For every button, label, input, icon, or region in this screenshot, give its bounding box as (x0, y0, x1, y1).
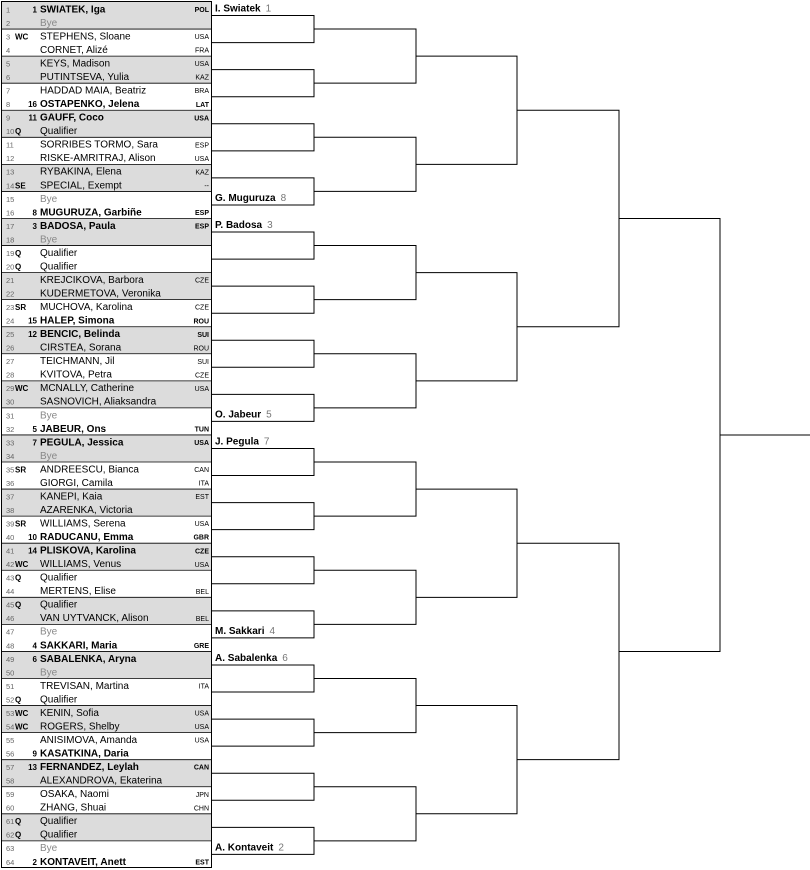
round2-seed: 3 (267, 220, 273, 232)
bracket-connector (211, 124, 314, 151)
draw-position: 51 (6, 681, 15, 691)
nationality-code: USA (194, 710, 209, 718)
draw-row (6, 735, 209, 746)
nationality-code: USA (194, 440, 209, 448)
round2-seed: 5 (266, 409, 272, 421)
player-name: SWIATEK, Iga (40, 4, 106, 16)
player-name: Bye (40, 193, 58, 205)
draw-row (6, 478, 209, 489)
bracket-lines (211, 16, 810, 855)
nationality-code: TUN (194, 426, 209, 434)
round2-entry (215, 626, 275, 637)
round2-entry (215, 409, 272, 420)
draw-position: 10 (6, 127, 15, 137)
nationality-code: ESP (194, 210, 209, 218)
nationality-code: ESP (194, 142, 209, 150)
seed-label: 1 (32, 5, 37, 15)
round2-seed: 2 (278, 842, 284, 854)
player-name: MERTENS, Elise (40, 586, 116, 598)
draw-row (6, 207, 209, 218)
nationality-code: EST (195, 494, 209, 502)
player-name: ZHANG, Shuai (40, 802, 107, 814)
draw-row (6, 519, 209, 530)
nationality-code: USA (194, 155, 209, 163)
nationality-code: CZE (195, 548, 209, 556)
draw-row (6, 789, 209, 800)
player-name: ROGERS, Shelby (40, 721, 120, 733)
nationality-code: KAZ (195, 74, 209, 82)
draw-position: 17 (6, 221, 15, 231)
player-name: GIORGI, Camila (40, 477, 113, 489)
bracket-connector (211, 448, 314, 475)
draw-position: 9 (6, 113, 11, 123)
nationality-code: CAN (194, 467, 209, 475)
player-name: SPECIAL, Exempt (40, 180, 122, 192)
bracket-connector (416, 489, 517, 597)
draw-row (6, 248, 78, 259)
draw-position: 63 (6, 844, 15, 854)
player-name: GAUFF, Coco (40, 112, 104, 124)
player-name: HADDAD MAIA, Beatriz (40, 85, 147, 97)
seed-label: WC (15, 708, 29, 718)
draw-position: 41 (6, 546, 15, 556)
round2-seed: 1 (265, 3, 272, 15)
nationality-code: CAN (193, 764, 209, 772)
draw-row (6, 694, 78, 705)
bracket-connector (314, 570, 416, 624)
bracket-connector (619, 218, 720, 651)
draw-position: 4 (6, 45, 11, 55)
draw-row (6, 153, 209, 164)
player-name: PUTINTSEVA, Yulia (40, 72, 130, 84)
player-name: SASNOVICH, Aliaksandra (40, 396, 157, 408)
draw-position: 18 (6, 235, 15, 245)
draw-position: 32 (6, 424, 15, 434)
round2-player: M. Sakkari (215, 625, 265, 637)
draw-position: 40 (6, 533, 15, 543)
draw-row (6, 424, 209, 435)
nationality-code: CHN (193, 805, 209, 813)
draw-position: 43 (6, 573, 15, 583)
draw-position: 24 (6, 316, 15, 326)
player-name: VAN UYTVANCK, Alison (40, 613, 149, 625)
player-name: SORRIBES TORMO, Sara (40, 139, 158, 151)
draw-row (6, 586, 209, 597)
player-name: SABALENKA, Aryna (40, 653, 137, 665)
seed-label: 9 (32, 749, 37, 759)
draw-position: 47 (6, 627, 15, 637)
seed-label: 2 (32, 857, 37, 867)
draw-position: 54 (6, 722, 15, 732)
player-name: OSTAPENKO, Jelena (40, 99, 140, 111)
player-name: WILLIAMS, Venus (40, 559, 122, 571)
nationality-code: ROU (193, 345, 209, 353)
draw-row (6, 830, 78, 841)
seed-label: 6 (32, 654, 37, 664)
draw-row (6, 627, 58, 638)
draw-row (6, 816, 78, 827)
draw-position: 60 (6, 803, 15, 813)
draw-position: 31 (6, 411, 15, 421)
player-name: Qualifier (40, 694, 78, 706)
round2-seed: 8 (280, 192, 287, 204)
bracket-connector (517, 110, 619, 326)
round2-player: I. Swiatek (215, 3, 261, 15)
draw-position: 45 (6, 600, 15, 610)
bracket-connector (314, 787, 416, 841)
nationality-code: USA (194, 385, 209, 393)
seed-label: SR (15, 303, 27, 313)
draw-position: 12 (6, 154, 15, 164)
draw-row (6, 749, 129, 760)
round2-player: J. Pegula (215, 436, 259, 448)
draw-row (6, 99, 210, 110)
nationality-code: -- (204, 182, 209, 190)
player-name: BADOSA, Paula (40, 220, 116, 232)
player-name: Bye (40, 234, 58, 246)
seed-label: Q (15, 262, 22, 272)
player-name: HALEP, Simona (40, 315, 115, 327)
draw-position: 15 (6, 194, 15, 204)
draw-row (6, 640, 209, 651)
nationality-code: USA (194, 561, 209, 569)
round2-entry (215, 220, 273, 231)
bracket-connector (517, 543, 619, 759)
round2-entry (215, 193, 287, 204)
draw-row (6, 126, 78, 137)
seed-label: SR (15, 465, 27, 475)
nationality-code: BEL (195, 615, 209, 623)
seed-label: Q (15, 600, 22, 610)
bracket-connector (211, 232, 314, 259)
draw-row (6, 140, 209, 151)
bracket-connector (211, 16, 314, 43)
nationality-code: GRE (193, 642, 209, 650)
player-name: ANDREESCU, Bianca (40, 464, 139, 476)
draw-row (6, 302, 209, 313)
draw-position: 29 (6, 384, 15, 394)
nationality-code: SUI (197, 331, 209, 339)
player-name: Qualifier (40, 261, 78, 273)
draw-position: 16 (6, 208, 15, 218)
draw-position: 56 (6, 749, 15, 759)
player-name: Qualifier (40, 247, 78, 259)
nationality-code: KAZ (195, 169, 209, 177)
nationality-code: CZE (195, 277, 209, 285)
seed-label: 3 (32, 221, 37, 231)
player-name: ANISIMOVA, Amanda (40, 734, 138, 746)
seed-label: WC (15, 722, 29, 732)
seed-label: 16 (28, 100, 37, 110)
player-name: PLISKOVA, Karolina (40, 545, 136, 557)
draw-row (6, 857, 210, 868)
draw-position: 33 (6, 438, 15, 448)
draw-position: 26 (6, 343, 15, 353)
player-name: STEPHENS, Sloane (40, 31, 131, 43)
round2-labels (215, 4, 288, 854)
round2-player: O. Jabeur (215, 409, 262, 421)
player-name: Bye (40, 17, 58, 29)
player-name: Bye (40, 667, 58, 679)
player-name: CIRSTEA, Sorana (40, 342, 122, 354)
draw-position: 27 (6, 357, 15, 367)
draw-row (6, 573, 78, 584)
bracket-connector (211, 340, 314, 367)
seed-label: Q (15, 695, 22, 705)
bracket-connector (211, 70, 314, 97)
player-name: KEYS, Madison (40, 58, 111, 70)
player-name: JABEUR, Ons (40, 423, 107, 435)
bracket-connector (314, 679, 416, 733)
draw-row (6, 370, 209, 381)
player-name: TEICHMANN, Jil (40, 356, 115, 368)
player-name: AZARENKA, Victoria (40, 504, 133, 516)
seed-label: 8 (32, 208, 37, 218)
draw-position: 64 (6, 857, 15, 867)
bracket-connector (416, 273, 517, 381)
draw-position: 14 (6, 181, 15, 191)
round2-player: G. Muguruza (215, 192, 276, 204)
round2-seed: 7 (263, 436, 270, 448)
draw-position: 5 (6, 59, 11, 69)
seed-label: WC (15, 560, 29, 570)
bracket-connector (314, 462, 416, 516)
round2-entry (215, 436, 270, 447)
draw-row (6, 316, 209, 327)
seed-label: 14 (28, 546, 37, 556)
draw-position: 23 (6, 303, 15, 313)
nationality-code: JPN (195, 791, 209, 799)
bracket-connector (211, 773, 314, 800)
nationality-code: USA (194, 737, 209, 745)
player-name: RADUCANU, Emma (40, 532, 134, 544)
round2-entry (215, 653, 288, 664)
draw-position: 2 (6, 18, 11, 28)
bracket-connector (314, 354, 416, 408)
draw-row (6, 261, 78, 272)
draw-position: 57 (6, 763, 15, 773)
draw-row (6, 31, 209, 42)
draw-position: 46 (6, 614, 15, 624)
player-name: WILLIAMS, Serena (40, 518, 126, 530)
draw-position: 44 (6, 587, 15, 597)
player-name: Bye (40, 626, 58, 638)
draw-position: 36 (6, 478, 15, 488)
seed-label: Q (15, 573, 22, 583)
player-name: Bye (40, 410, 58, 422)
draw-row (6, 803, 209, 814)
draw-row (6, 681, 209, 692)
nationality-code: USA (194, 521, 209, 529)
seed-label: 5 (32, 424, 37, 434)
nationality-code: ITA (198, 683, 209, 691)
bracket-connector (314, 137, 416, 191)
draw-row (6, 356, 209, 367)
nationality-code: EST (195, 859, 209, 867)
player-name: OSAKA, Naomi (40, 789, 109, 801)
pair-shade (2, 814, 211, 841)
player-name: Bye (40, 450, 58, 462)
player-name: MUGURUZA, Garbiñe (40, 207, 142, 219)
round2-player: A. Sabalenka (215, 652, 278, 664)
player-name: SAKKARI, Maria (40, 640, 118, 652)
bracket-connector (211, 665, 314, 692)
player-name: KUDERMETOVA, Veronika (40, 288, 161, 300)
player-name: KONTAVEIT, Anett (40, 856, 126, 868)
player-name: KENIN, Sofia (40, 707, 99, 719)
player-name: KANEPI, Kaia (40, 491, 103, 503)
round2-player: A. Kontaveit (215, 842, 274, 854)
round2-seed: 4 (269, 625, 276, 637)
nationality-code: FRA (195, 47, 209, 55)
seed-label: Q (15, 817, 22, 827)
draw-position: 59 (6, 790, 15, 800)
round2-seed: 6 (282, 652, 288, 664)
nationality-code: BEL (195, 588, 209, 596)
seed-label: 12 (28, 330, 37, 340)
draw-position: 20 (6, 262, 15, 272)
seed-label: SR (15, 519, 27, 529)
draw-position: 30 (6, 397, 15, 407)
nationality-code: CZE (195, 372, 209, 380)
draw-row (6, 194, 58, 205)
draw-position: 39 (6, 519, 15, 529)
seed-label: 15 (28, 316, 37, 326)
round2-entry (215, 4, 272, 15)
draw-position: 7 (6, 86, 11, 96)
player-name: Qualifier (40, 126, 78, 138)
player-name: MCNALLY, Catherine (40, 383, 135, 395)
nationality-code: ITA (198, 480, 209, 488)
bracket-connector (211, 719, 314, 746)
draw-position: 8 (6, 100, 11, 110)
draw-position: 11 (6, 140, 14, 150)
draw-position: 38 (6, 505, 15, 515)
player-name: KREJCIKOVA, Barbora (40, 274, 144, 286)
nationality-code: BRA (194, 88, 209, 96)
bracket-connector (211, 557, 314, 584)
player-name: KASATKINA, Daria (40, 748, 129, 760)
bracket-connector (211, 286, 314, 313)
player-name: PEGULA, Jessica (40, 437, 124, 449)
player-name: Qualifier (40, 829, 78, 841)
nationality-code: SUI (197, 358, 209, 366)
nationality-code: USA (194, 34, 209, 42)
draw-position: 58 (6, 776, 15, 786)
draw-position: 6 (6, 73, 11, 83)
draw-position: 53 (6, 708, 15, 718)
draw-position: 3 (6, 32, 11, 42)
draw-position: 42 (6, 560, 15, 570)
player-name: MUCHOVA, Karolina (40, 302, 133, 314)
round2-player: P. Badosa (215, 220, 263, 232)
pair-shading-layer (2, 2, 211, 841)
draw-position: 49 (6, 654, 15, 664)
bracket-connector (416, 706, 517, 814)
seed-label: 13 (28, 763, 37, 773)
nationality-code: USA (194, 61, 209, 69)
draw-row (6, 532, 209, 543)
seed-label: WC (15, 384, 29, 394)
player-name: ALEXANDROVA, Ekaterina (40, 775, 163, 787)
draw-row (6, 45, 209, 56)
seed-label: Q (15, 248, 22, 258)
player-name: KVITOVA, Petra (40, 369, 112, 381)
draw-position: 55 (6, 735, 15, 745)
player-name: RYBAKINA, Elena (40, 166, 122, 178)
nationality-code: GBR (193, 534, 209, 542)
seed-label: Q (15, 127, 22, 137)
player-name: Qualifier (40, 816, 78, 828)
draw-position: 22 (6, 289, 15, 299)
nationality-code: CZE (195, 304, 209, 312)
seed-label: SE (15, 181, 26, 191)
player-name: BENCIC, Belinda (40, 329, 121, 341)
player-name: Qualifier (40, 572, 78, 584)
nationality-code: LAT (195, 101, 209, 109)
bracket-connector (314, 246, 416, 300)
draw-position: 48 (6, 641, 15, 651)
seed-label: 11 (28, 113, 37, 123)
bracket-connector (416, 56, 517, 164)
draw-row (6, 410, 58, 421)
draw-position: 34 (6, 451, 15, 461)
draw-position: 25 (6, 330, 15, 340)
bracket-connector (314, 29, 416, 83)
seed-label: 4 (32, 641, 37, 651)
player-name: CORNET, Alizé (40, 44, 108, 56)
draw-position: 21 (6, 275, 15, 285)
draw-row (6, 843, 58, 854)
player-name: Qualifier (40, 599, 78, 611)
draw-position: 19 (6, 248, 15, 258)
draw-position: 35 (6, 465, 15, 475)
player-name: FERNANDEZ, Leylah (40, 762, 139, 774)
seed-label: 10 (28, 533, 37, 543)
draw-position: 13 (6, 167, 15, 177)
player-name: TREVISAN, Martina (40, 680, 129, 692)
draw-position: 52 (6, 695, 15, 705)
seed-label: WC (15, 32, 29, 42)
round2-entry (215, 842, 284, 853)
bracket-connector (211, 503, 314, 530)
draw-row (6, 86, 209, 97)
draw-position: 28 (6, 370, 15, 380)
seed-label: 7 (32, 438, 37, 448)
player-name: Bye (40, 843, 58, 855)
draw-position: 62 (6, 830, 15, 840)
player-name: RISKE-AMRITRAJ, Alison (40, 153, 156, 165)
draw-position: 61 (6, 817, 15, 827)
nationality-code: USA (194, 724, 209, 732)
draw-row (6, 464, 209, 475)
nationality-code: USA (194, 115, 209, 123)
nationality-code: POL (194, 7, 209, 15)
draw-row (6, 600, 78, 611)
draw-position: 50 (6, 668, 15, 678)
nationality-code: ROU (193, 318, 209, 326)
draw-position: 1 (6, 5, 11, 15)
seed-label: Q (15, 830, 22, 840)
nationality-code: ESP (194, 223, 209, 231)
draw-position: 37 (6, 492, 15, 502)
